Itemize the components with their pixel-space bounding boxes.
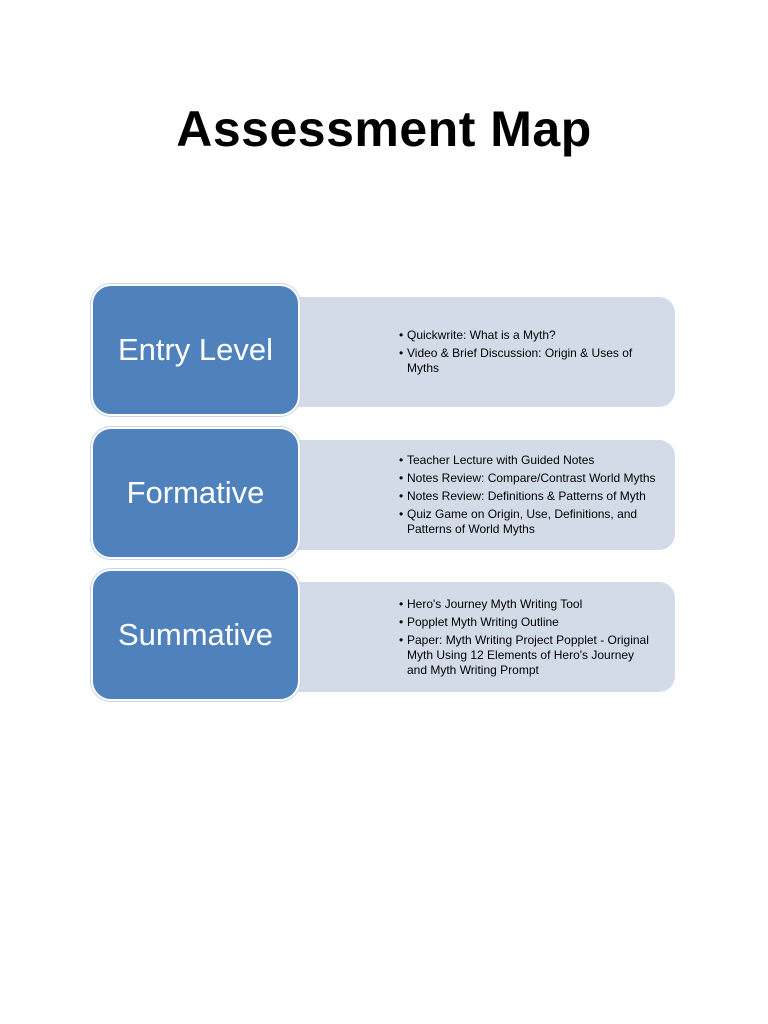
bullet-item: • Popplet Myth Writing Outline (399, 615, 657, 630)
bullet-item: • Hero's Journey Myth Writing Tool (399, 597, 657, 612)
bullet-item: • Notes Review: Compare/Contrast World Myths (399, 471, 657, 486)
stage-bullet-list (399, 453, 657, 537)
stage-row-summative (91, 569, 677, 701)
stage-detail-panel (274, 582, 675, 692)
stage-label: Entry Level (117, 332, 274, 367)
stage-detail-panel (274, 297, 675, 407)
bullet-item: • Video & Brief Discussion: Origin & Uses of Myths (399, 346, 657, 376)
stage-box (91, 569, 300, 701)
page-title: Assessment Map (176, 101, 592, 157)
stage-row-formative (91, 427, 677, 559)
stage-bullet-list (399, 597, 657, 678)
stage-bullet-list (399, 328, 657, 376)
bullet-item: • Teacher Lecture with Guided Notes (399, 453, 657, 468)
bullet-item: • Paper: Myth Writing Project Popplet - Original Myth Using 12 Elements of Hero's Journey and Myth Writing Prompt (399, 633, 657, 678)
stage-detail-panel (274, 440, 675, 550)
stage-label: Summative (117, 617, 274, 652)
bullet-item: • Quiz Game on Origin, Use, Definitions, and Patterns of World Myths (399, 507, 657, 537)
stage-box (91, 284, 300, 416)
stage-row-entry-level (91, 284, 677, 416)
stage-box (91, 427, 300, 559)
stage-label: Formative (126, 475, 265, 510)
bullet-item: • Quickwrite: What is a Myth? (399, 328, 657, 343)
bullet-item: • Notes Review: Definitions & Patterns of Myth (399, 489, 657, 504)
